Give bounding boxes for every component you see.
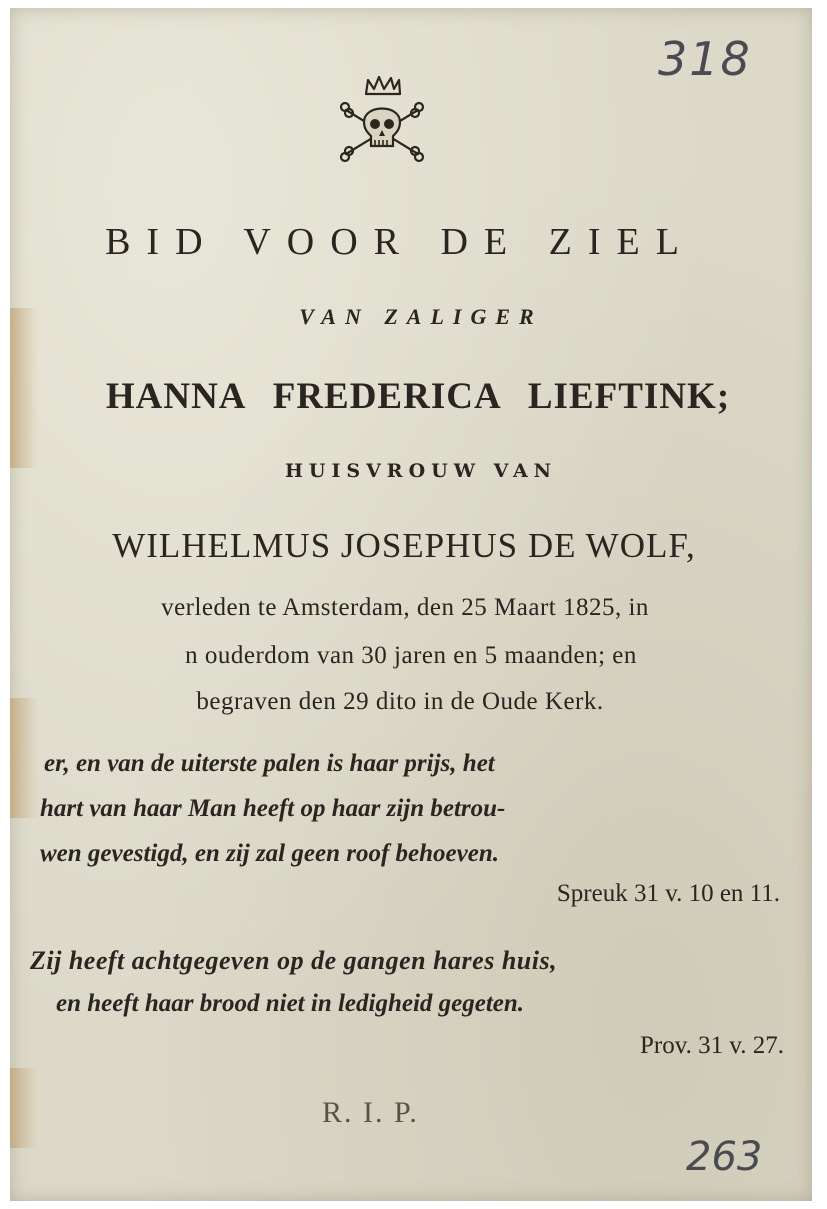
quote1-reference: Spreuk 31 v. 10 en 11.	[556, 880, 780, 907]
body-line-2: n ouderdom van 30 jaren en 5 maanden; en	[185, 642, 637, 669]
catalog-number-bottom: 263	[686, 1134, 763, 1180]
edge-stain	[10, 698, 38, 818]
quote1-line-2: hart van haar Man heeft op haar zijn betrou-	[40, 795, 506, 822]
closing-rip: R. I. P.	[322, 1096, 419, 1129]
body-line-1: verleden te Amsterdam, den 25 Maart 1825, in	[161, 594, 649, 621]
catalog-number-top: 318	[658, 32, 752, 86]
edge-stain	[10, 1068, 38, 1148]
heading-huisvrouw-van: HUISVROUW VAN	[284, 460, 558, 482]
memorial-card	[10, 8, 812, 1201]
heading-pray-for-soul: BID VOOR DE ZIEL	[105, 221, 695, 263]
quote2-line-1: Zij heeft achtgegeven op de gangen hares huis,	[30, 946, 558, 975]
deceased-name: HANNA FREDERICA LIEFTINK;	[105, 376, 731, 417]
body-line-3: begraven den 29 dito in de Oude Kerk.	[196, 688, 604, 715]
skull-crossbones-icon	[338, 72, 426, 164]
edge-stain	[10, 308, 38, 468]
heading-van-zaliger: VAN ZALIGER	[299, 304, 543, 329]
husband-name: WILHELMUS JOSEPHUS DE WOLF,	[112, 526, 696, 565]
quote2-reference: Prov. 31 v. 27.	[640, 1032, 784, 1059]
quote1-line-3: wen gevestigd, en zij zal geen roof behoeven.	[40, 840, 499, 867]
quote2-line-2: en heeft haar brood niet in ledigheid gegeten.	[56, 990, 525, 1017]
quote1-line-1: er, en van de uiterste palen is haar prijs, het	[44, 750, 495, 777]
